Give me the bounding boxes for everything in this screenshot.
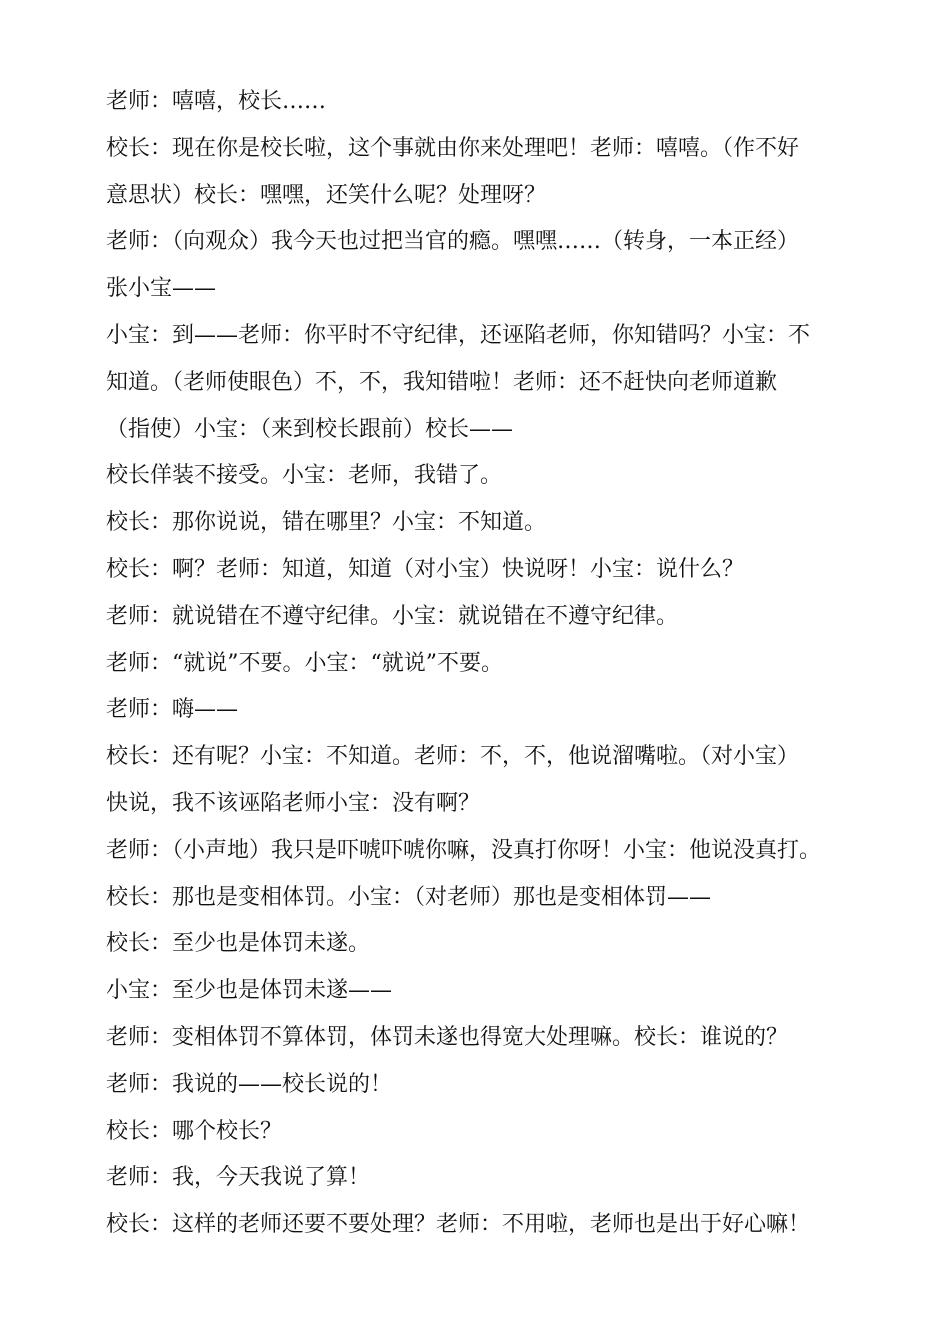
text-line-24: 老师：我，今天我说了算！ [106, 1165, 371, 1191]
text-line-12: 老师：就说错在不遵守纪律。小宝：就说错在不遵守纪律。 [106, 603, 679, 629]
text-line-10: 校长：那你说说，错在哪里？小宝：不知道。 [106, 510, 547, 536]
text-line-9: 校长佯装不接受。小宝：老师，我错了。 [106, 463, 503, 489]
text-line-15: 校长：还有呢？小宝：不知道。老师：不，不，他说溜嘴啦。（对小宝） [106, 744, 800, 770]
text-line-14: 老师：嗨—— [106, 697, 239, 723]
text-line-25: 校长：这样的老师还要不要处理？老师：不用啦，老师也是出于好心嘛！ [106, 1212, 811, 1238]
text-line-1: 老师：嘻嘻，校长…… [106, 89, 327, 114]
text-line-11: 校长：啊？老师：知道，知道（对小宝）快说呀！小宝：说什么？ [106, 556, 745, 582]
text-line-8: （指使）小宝：（来到校长跟前）校长—— [106, 416, 514, 442]
text-line-2: 校长：现在你是校长啦，这个事就由你来处理吧！老师：嘻嘻。（作不好 [106, 135, 800, 161]
text-line-20: 小宝：至少也是体罚未遂—— [106, 978, 393, 1004]
text-line-5: 张小宝—— [106, 276, 217, 302]
text-line-23: 校长：哪个校长？ [106, 1118, 283, 1144]
text-line-17: 老师：（小声地）我只是吓唬吓唬你嘛，没真打你呀！小宝：他说没真打。 [106, 837, 822, 863]
text-line-7: 知道。（老师使眼色）不，不，我知错啦！老师：还不赶快向老师道歉 [106, 369, 778, 395]
text-line-18: 校长：那也是变相体罚。小宝：（对老师）那也是变相体罚—— [106, 884, 712, 910]
text-line-4: 老师：（向观众）我今天也过把当官的瘾。嘿嘿……（转身，一本正经） [106, 229, 800, 255]
text-line-22: 老师：我说的——校长说的！ [106, 1071, 393, 1097]
text-line-3: 意思状）校长：嘿嘿，还笑什么呢？处理呀？ [106, 182, 547, 208]
text-line-13: 老师：“就说”不要。小宝：“就说”不要。 [106, 650, 503, 676]
text-line-16: 快说，我不该诬陷老师小宝：没有啊？ [106, 790, 481, 816]
text-line-21: 老师：变相体罚不算体罚，体罚未遂也得宽大处理嘛。校长：谁说的？ [106, 1024, 789, 1050]
text-line-19: 校长：至少也是体罚未遂。 [106, 931, 371, 957]
text-line-6: 小宝：到——老师：你平时不守纪律，还诬陷老师，你知错吗？小宝：不 [106, 322, 811, 348]
script-text-body [106, 82, 906, 1252]
